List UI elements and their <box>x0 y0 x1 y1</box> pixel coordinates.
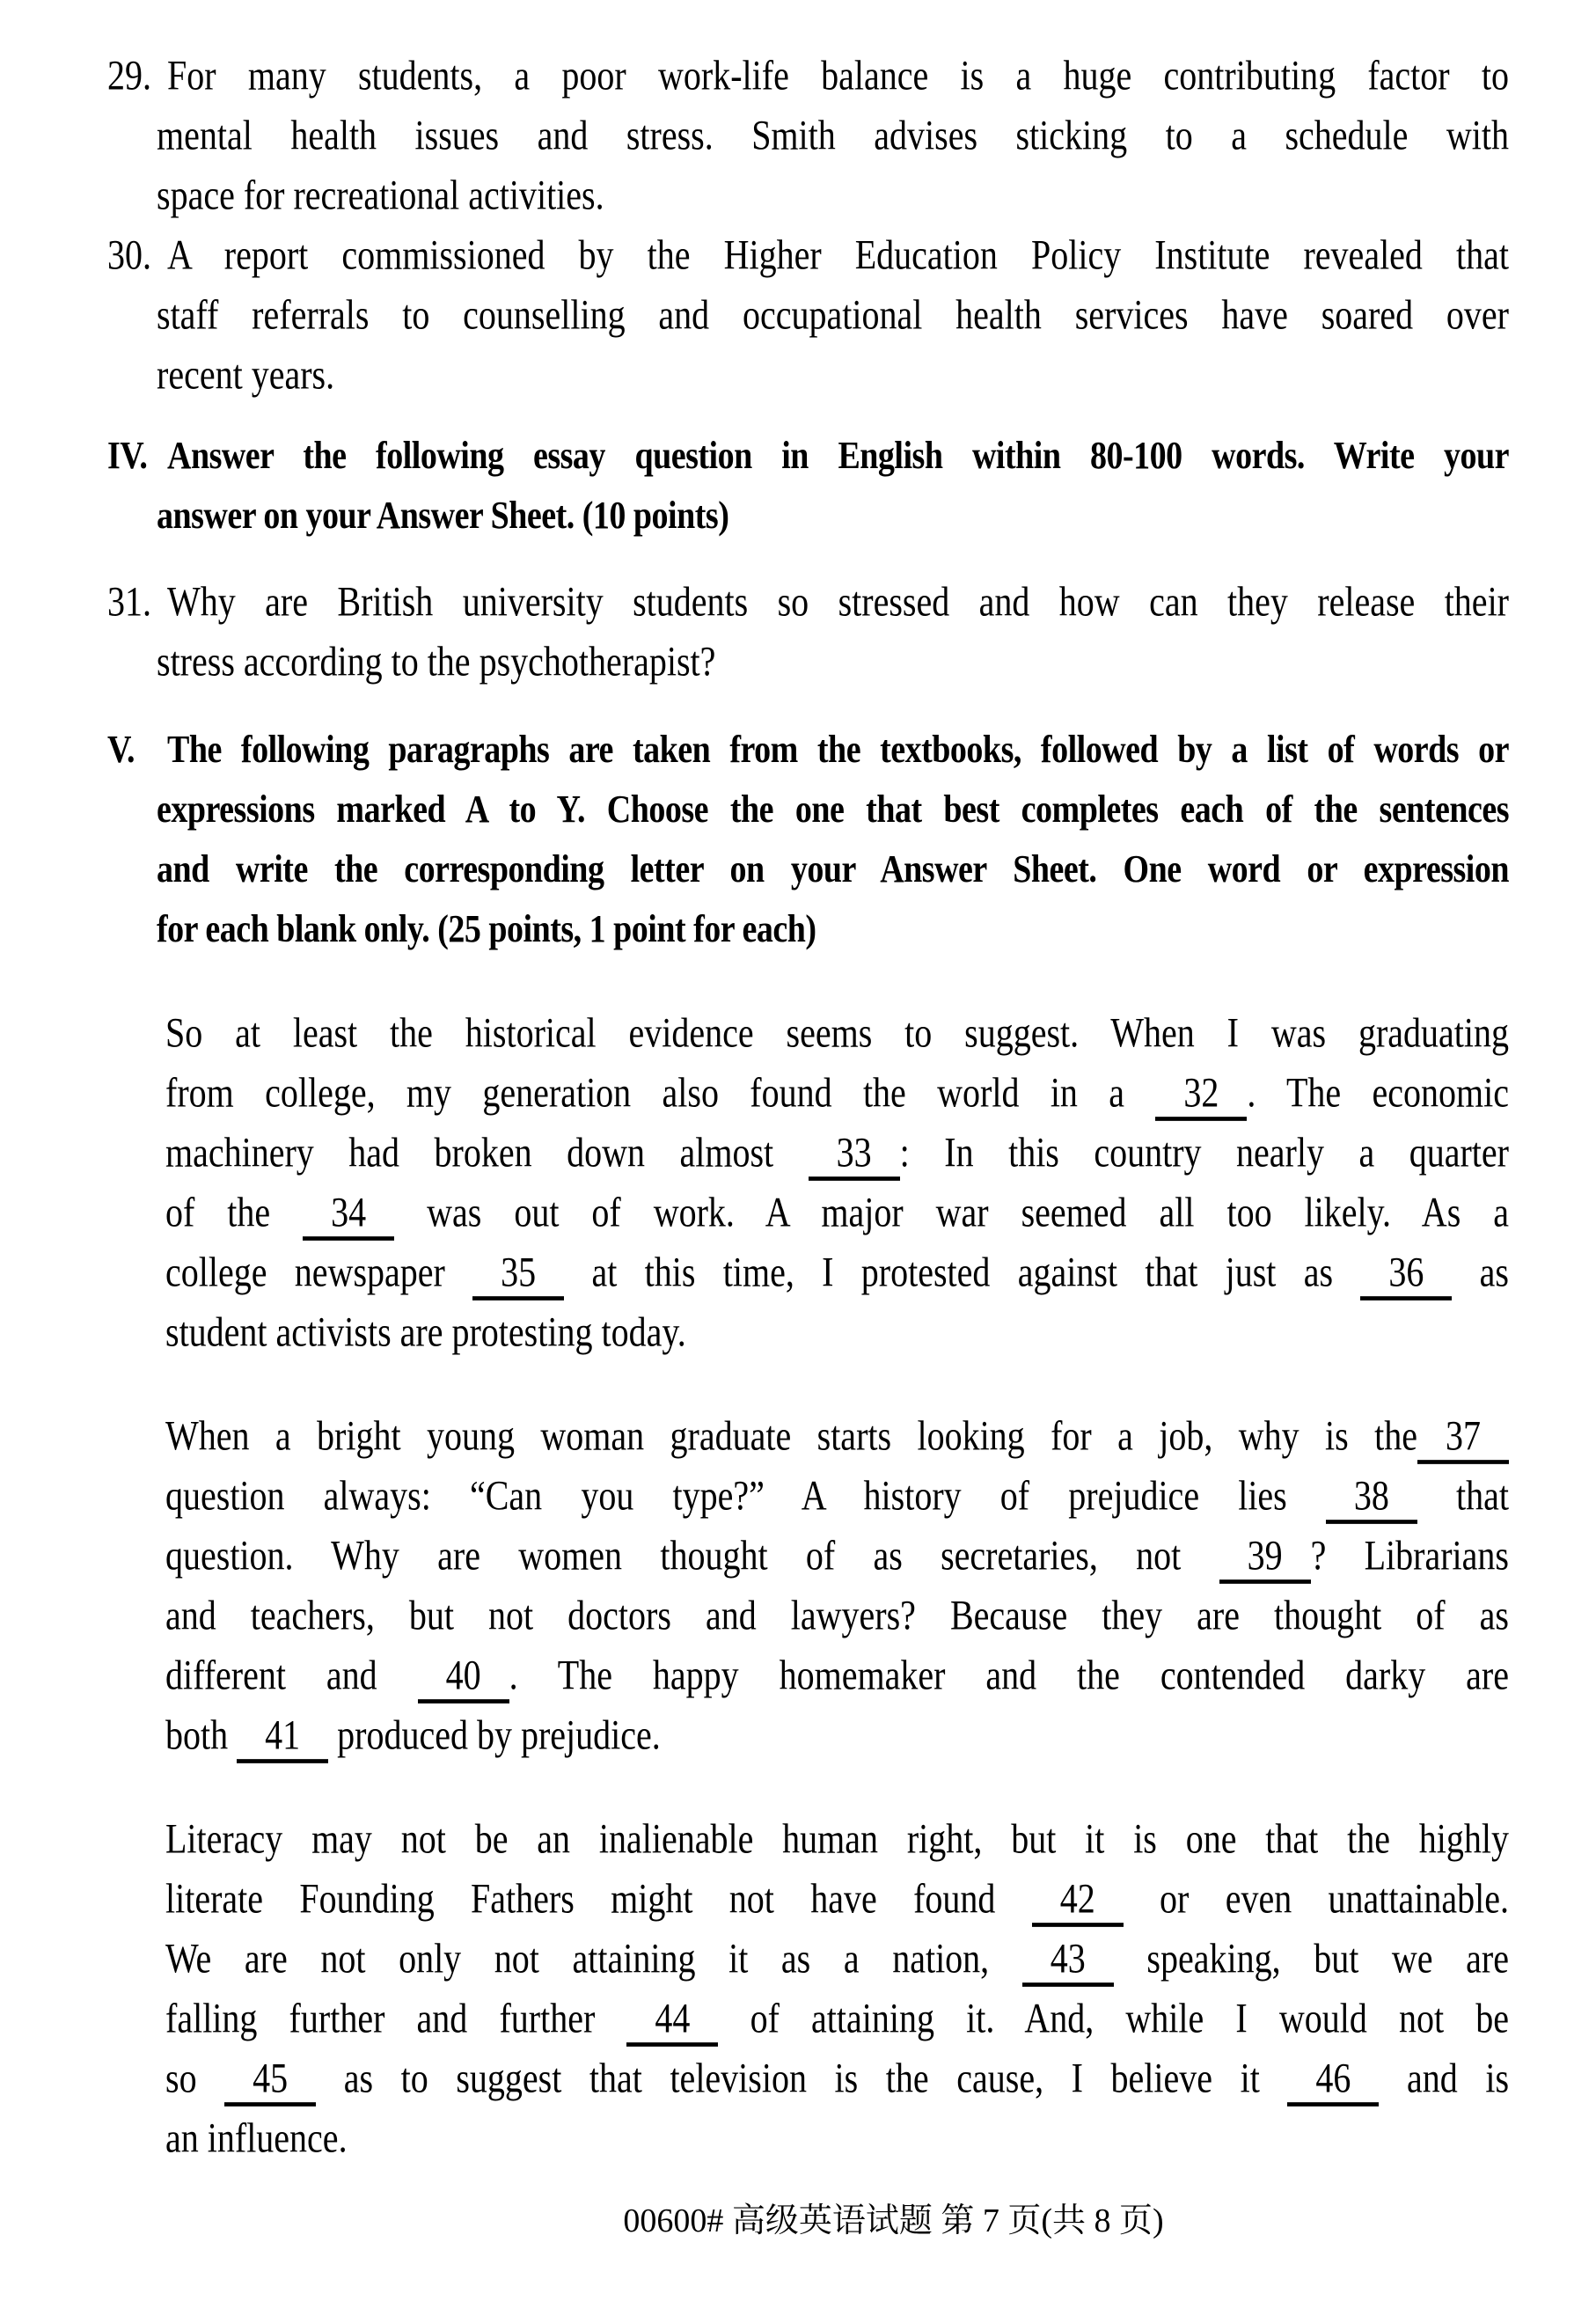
text-line-content: from college, my generation also found the world in a 32 . The economic <box>165 1069 1509 1116</box>
item-number: V. <box>107 728 135 772</box>
text-line-content: 31. Why are British university students so stressed and how can they release their <box>107 578 1509 625</box>
text-line-content: When a bright young woman graduate starts looking for a job, why is the 37 <box>165 1412 1509 1459</box>
text-line-content: falling further and further 44 of attaining it. And, while I would not be <box>165 1995 1509 2041</box>
text-line-content: stress according to the psychotherapist? <box>157 637 716 685</box>
text-line-content: both 41 produced by prejudice. <box>165 1711 661 1758</box>
text-line <box>107 1297 1509 1367</box>
text-line-content: an influence. <box>165 2114 348 2161</box>
item-number: 29. <box>107 51 151 99</box>
text-line-content: of the 34 was out of work. A major war seemed all too likely. As a <box>165 1189 1509 1235</box>
text-line-content: expressions marked A to Y. Choose the one that best completes each of the sentences <box>157 788 1509 832</box>
fill-in-blank-46: 46 <box>1287 2055 1379 2107</box>
fill-in-blank-44: 44 <box>626 1995 718 2047</box>
text-line-content: 29. For many students, a poor work-life balance is a huge contributing factor to <box>107 52 1509 99</box>
text-line-content: answer on your Answer Sheet. (10 points) <box>157 494 729 538</box>
text-line <box>107 894 1509 964</box>
text-line-content: college newspaper 35 at this time, I protested against that just as 36 as <box>165 1249 1509 1295</box>
text-line-content: and write the corresponding letter on your Answer Sheet. One word or expression <box>157 847 1509 891</box>
text-line-content: IV. Answer the following essay question in English within 80-100 words. Write your <box>107 434 1509 478</box>
text-line <box>107 340 1509 410</box>
text-line-content: 30. A report commissioned by the Higher Education Policy Institute revealed that <box>107 231 1509 278</box>
fill-in-blank-40: 40 <box>418 1652 509 1704</box>
text-line-content: Literacy may not be an inalienable human right, but it is one that the highly <box>165 1814 1509 1862</box>
text-line-content: V. The following paragraphs are taken from the textbooks, followed by a list of words or <box>107 728 1509 772</box>
text-line-content: staff referrals to counselling and occupational health services have soared over <box>157 290 1509 338</box>
page-footer: 00600# 高级英语试题 第 7 页(共 8 页) <box>623 2202 1164 2239</box>
item-number: 30. <box>107 231 151 278</box>
fill-in-blank-41: 41 <box>237 1711 328 1763</box>
fill-in-blank-38: 38 <box>1326 1472 1417 1524</box>
fill-in-blank-43: 43 <box>1022 1935 1114 1987</box>
text-line <box>107 627 1509 697</box>
fill-in-blank-42: 42 <box>1032 1875 1124 1927</box>
item-number: IV. <box>107 434 148 478</box>
text-line <box>107 480 1509 551</box>
text-line-content: mental health issues and stress. Smith advises sticking to a schedule with <box>157 111 1509 158</box>
text-line-content: machinery had broken down almost 33 : In this country nearly a quarter <box>165 1129 1509 1176</box>
item-30 <box>107 225 1509 405</box>
item-V <box>107 720 1509 959</box>
text-line <box>107 1700 1509 1770</box>
text-line-content: We are not only not attaining it as a nation, 43 speaking, but we are <box>165 1935 1509 1982</box>
text-line-content: and teachers, but not doctors and lawyers? Because they are thought of as <box>165 1591 1509 1638</box>
fill-in-blank-35: 35 <box>472 1249 564 1301</box>
text-line-content: different and 40 . The happy homemaker and the contended darky are <box>165 1652 1509 1698</box>
text-line-content: question always: “Can you type?” A history of prejudice lies 38 that <box>165 1472 1509 1519</box>
fill-in-blank-33: 33 <box>809 1129 900 1181</box>
item-29 <box>107 46 1509 225</box>
item-31 <box>107 572 1509 692</box>
text-line-content: recent years. <box>157 350 335 398</box>
text-line-content: so 45 as to suggest that television is the cause, I believe it 46 and is <box>165 2055 1509 2101</box>
text-line-content: for each blank only. (25 points, 1 point for each) <box>157 907 816 951</box>
fill-in-blank-39: 39 <box>1219 1532 1311 1584</box>
item-number: 31. <box>107 577 151 625</box>
fill-in-blank-34: 34 <box>303 1189 394 1241</box>
fill-in-blank-37: 37 <box>1417 1412 1509 1464</box>
text-line <box>107 2103 1509 2173</box>
text-line-content: So at least the historical evidence seems to suggest. When I was graduating <box>165 1008 1509 1056</box>
fill-in-blank-36: 36 <box>1360 1249 1452 1301</box>
text-line-content: question. Why are women thought of as secretaries, not 39 ? Librarians <box>165 1532 1509 1579</box>
item-IV <box>107 426 1509 546</box>
text-line-content: student activists are protesting today. <box>165 1308 686 1355</box>
text-line-content: space for recreational activities. <box>157 171 604 218</box>
paragraph <box>107 1003 1509 1362</box>
fill-in-blank-32: 32 <box>1155 1069 1247 1121</box>
text-line-content: literate Founding Fathers might not have found 42 or even unattainable. <box>165 1875 1509 1922</box>
paragraph <box>107 1406 1509 1765</box>
document-body <box>107 46 1509 2168</box>
fill-in-blank-45: 45 <box>224 2055 316 2107</box>
paragraph <box>107 1809 1509 2168</box>
